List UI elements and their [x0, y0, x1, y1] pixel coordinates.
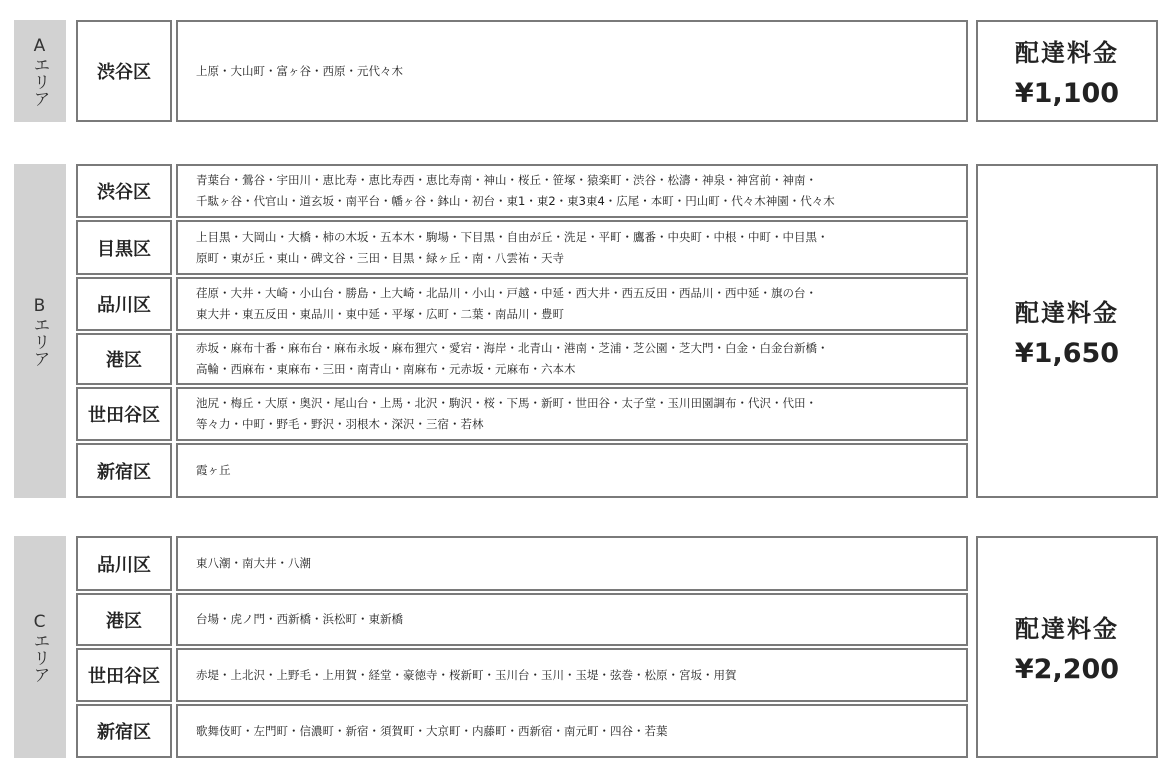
area-a-fee-box [976, 20, 1158, 122]
area-b-fee-label: 配達料金 [1015, 299, 1119, 327]
area-a-label: Aエリア [14, 20, 66, 122]
area-c-fee-label: 配達料金 [1015, 615, 1119, 643]
area-c-towns-shinjuku: 歌舞伎町・左門町・信濃町・新宿・須賀町・大京町・内藤町・西新宿・南元町・四谷・若葉 [176, 704, 968, 758]
area-b-ward-shinagawa: 品川区 [76, 277, 172, 331]
area-c-towns-minato: 台場・虎ノ門・西新橋・浜松町・東新橋 [176, 593, 968, 646]
area-b-towns-meguro: 上目黒・大岡山・大橋・柿の木坂・五本木・駒場・下目黒・自由が丘・洗足・平町・鷹番・中央町・中根・中町・中目黒・ 原町・東が丘・東山・碑文谷・三田・目黒・緑ヶ丘・南・八雲祐・天寺 [176, 220, 968, 275]
area-b-towns-setagaya: 池尻・梅丘・大原・奥沢・尾山台・上馬・北沢・駒沢・桜・下馬・新町・世田谷・太子堂・玉川田園調布・代沢・代田・ 等々力・中町・野毛・野沢・羽根木・深沢・三宿・若林 [176, 387, 968, 441]
area-b-towns-shinagawa: 荏原・大井・大崎・小山台・勝島・上大崎・北品川・小山・戸越・中延・西大井・西五反田・西品川・西中延・旗の台・ 東大井・東五反田・東品川・東中延・平塚・広町・二葉・南品川・豊町 [176, 277, 968, 331]
area-c-ward-setagaya: 世田谷区 [76, 648, 172, 702]
area-c-ward-shinjuku: 新宿区 [76, 704, 172, 758]
area-c-label: Cエリア [14, 536, 66, 758]
area-b-towns-shibuya: 青葉台・鶯谷・宇田川・恵比寿・恵比寿西・恵比寿南・神山・桜丘・笹塚・猿楽町・渋谷・松濤・神泉・神宮前・神南・ 千駄ヶ谷・代官山・道玄坂・南平台・幡ヶ谷・鉢山・初台・東1・東2・東3東4・広尾・本町・円山町・代々木神園・代々木 [176, 164, 968, 218]
area-b-label: Bエリア [14, 164, 66, 498]
area-b-towns-shinjuku: 霞ヶ丘 [176, 443, 968, 498]
area-c-fee-price: ¥2,200 [1014, 654, 1120, 685]
area-b-ward-minato: 港区 [76, 333, 172, 385]
area-b-ward-shinjuku: 新宿区 [76, 443, 172, 498]
area-c-fee-box [976, 536, 1158, 758]
area-a-fee-label: 配達料金 [1015, 39, 1119, 67]
area-b-fee-box [976, 164, 1158, 498]
area-a-ward-shibuya: 渋谷区 [76, 20, 172, 122]
area-b-ward-meguro: 目黒区 [76, 220, 172, 275]
area-b-ward-shibuya: 渋谷区 [76, 164, 172, 218]
area-b-fee-price: ¥1,650 [1014, 338, 1120, 369]
area-c-towns-setagaya: 赤堤・上北沢・上野毛・上用賀・経堂・豪徳寺・桜新町・玉川台・玉川・玉堤・弦巻・松原・宮坂・用賀 [176, 648, 968, 702]
area-b-ward-setagaya: 世田谷区 [76, 387, 172, 441]
area-c-towns-shinagawa: 東八潮・南大井・八潮 [176, 536, 968, 591]
area-b-towns-minato: 赤坂・麻布十番・麻布台・麻布永坂・麻布狸穴・愛宕・海岸・北青山・港南・芝浦・芝公園・芝大門・白金・白金台新橋・ 高輪・西麻布・東麻布・三田・南青山・南麻布・元赤坂・元麻布・六本木 [176, 333, 968, 385]
area-c-ward-shinagawa: 品川区 [76, 536, 172, 591]
area-c-ward-minato: 港区 [76, 593, 172, 646]
area-a-towns-shibuya: 上原・大山町・富ヶ谷・西原・元代々木 [176, 20, 968, 122]
area-a-fee-price: ¥1,100 [1014, 78, 1120, 109]
